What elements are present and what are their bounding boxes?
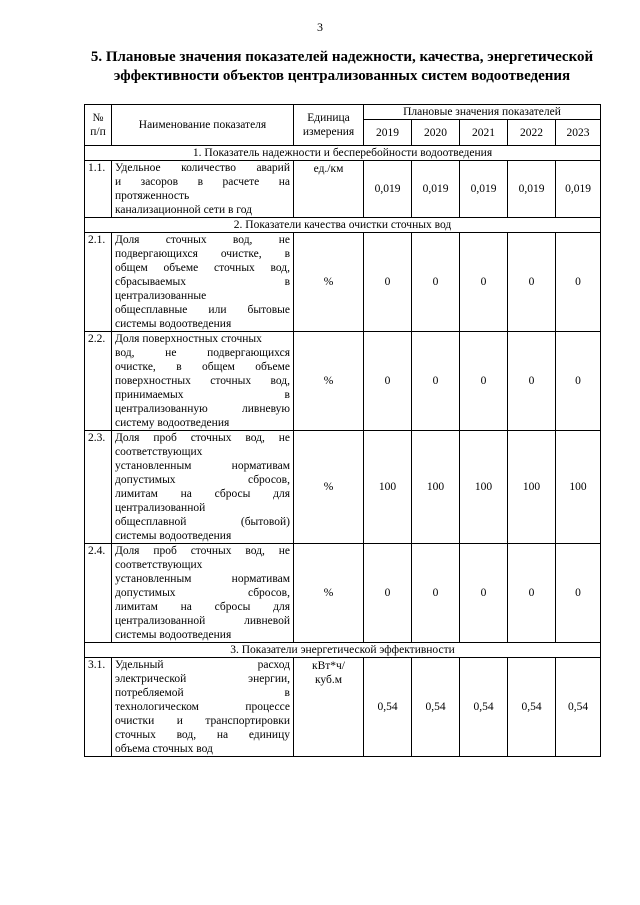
table-row xyxy=(85,658,601,757)
value-cell: 0,019 xyxy=(364,161,412,218)
table-row xyxy=(85,233,601,332)
row-number: 2.2. xyxy=(85,332,112,431)
section-row xyxy=(85,643,601,658)
row-number: 3.1. xyxy=(85,658,112,757)
value-cell: 0 xyxy=(556,544,601,643)
table-row xyxy=(85,332,601,431)
header-row-1 xyxy=(85,105,601,120)
value-cell: 0,54 xyxy=(364,658,412,757)
unit-cell: % xyxy=(294,233,364,332)
value-cell: 100 xyxy=(364,431,412,544)
section-row xyxy=(85,218,601,233)
header-plan: Плановые значения показателей xyxy=(364,105,601,120)
value-cell: 100 xyxy=(460,431,508,544)
unit-cell: % xyxy=(294,544,364,643)
value-cell: 0 xyxy=(364,332,412,431)
value-cell: 0 xyxy=(460,332,508,431)
unit-cell: кВт*ч/ куб.м xyxy=(294,658,364,757)
indicators-table xyxy=(84,104,601,757)
document-title xyxy=(84,48,600,86)
page-number: 3 xyxy=(317,20,323,34)
row-number: 1.1. xyxy=(85,161,112,218)
unit-cell: % xyxy=(294,332,364,431)
value-cell: 0 xyxy=(508,233,556,332)
indicator-name: Удельное количество аварий и засоров в расчете на протяженность канализационной сети в год xyxy=(112,161,294,218)
unit-cell: % xyxy=(294,431,364,544)
value-cell: 0,019 xyxy=(460,161,508,218)
unit-cell: ед./км xyxy=(294,161,364,218)
indicator-name: Удельный расход электрической энергии, потребляемой в технологическом процессе очистки и транспортировки сточных вод, на единицу объема сточных вод xyxy=(112,658,294,757)
title-line-2: эффективности объектов централизованных систем водоотведения xyxy=(113,68,571,84)
table-row xyxy=(85,544,601,643)
indicator-name: Доля проб сточных вод, не соответствующих установленным нормативам допустимых сбросов, лимитам на сбросы для централизованной общесплавной (бытовой) системы водоотведения xyxy=(112,431,294,544)
value-cell: 0 xyxy=(556,233,601,332)
year-header: 2022 xyxy=(508,120,556,146)
table-row xyxy=(85,431,601,544)
header-unit: Единица измерения xyxy=(294,105,364,146)
value-cell: 0 xyxy=(412,332,460,431)
value-cell: 0,019 xyxy=(412,161,460,218)
value-cell: 0 xyxy=(508,332,556,431)
row-number: 2.1. xyxy=(85,233,112,332)
value-cell: 0,54 xyxy=(460,658,508,757)
indicator-name: Доля поверхностных сточных вод, не подвергающихся очистке, в общем объеме поверхностных сточных вод, принимаемых в централизованную ливневую систему водоотведения xyxy=(112,332,294,431)
section-row xyxy=(85,146,601,161)
section-title: 2. Показатели качества очистки сточных вод xyxy=(85,218,601,233)
title-line-1: 5. Плановые значения показателей надежности, качества, энергетической xyxy=(90,49,594,65)
row-number: 2.4. xyxy=(85,544,112,643)
value-cell: 0 xyxy=(364,544,412,643)
section-title: 3. Показатели энергетической эффективности xyxy=(85,643,601,658)
year-header: 2021 xyxy=(460,120,508,146)
value-cell: 0 xyxy=(460,233,508,332)
year-header: 2023 xyxy=(556,120,601,146)
header-name: Наименование показателя xyxy=(112,105,294,146)
value-cell: 100 xyxy=(556,431,601,544)
value-cell: 0 xyxy=(364,233,412,332)
header-num: № п/п xyxy=(85,105,112,146)
indicator-name: Доля проб сточных вод, не соответствующих установленным нормативам допустимых сбросов, лимитам на сбросы для централизованной ливневой системы водоотведения xyxy=(112,544,294,643)
value-cell: 0 xyxy=(412,233,460,332)
value-cell: 0 xyxy=(460,544,508,643)
value-cell: 0 xyxy=(412,544,460,643)
year-header: 2019 xyxy=(364,120,412,146)
section-title: 1. Показатель надежности и бесперебойности водоотведения xyxy=(85,146,601,161)
table-row xyxy=(85,161,601,218)
year-header: 2020 xyxy=(412,120,460,146)
value-cell: 0 xyxy=(556,332,601,431)
row-number: 2.3. xyxy=(85,431,112,544)
indicator-name: Доля сточных вод, не подвергающихся очистке, в общем объеме сточных вод, сбрасываемых в централизованные общесплавные или бытовые системы водоотведения xyxy=(112,233,294,332)
value-cell: 0,54 xyxy=(556,658,601,757)
value-cell: 0,019 xyxy=(508,161,556,218)
value-cell: 100 xyxy=(508,431,556,544)
value-cell: 0,54 xyxy=(508,658,556,757)
value-cell: 0 xyxy=(508,544,556,643)
value-cell: 0,019 xyxy=(556,161,601,218)
value-cell: 0,54 xyxy=(412,658,460,757)
value-cell: 100 xyxy=(412,431,460,544)
